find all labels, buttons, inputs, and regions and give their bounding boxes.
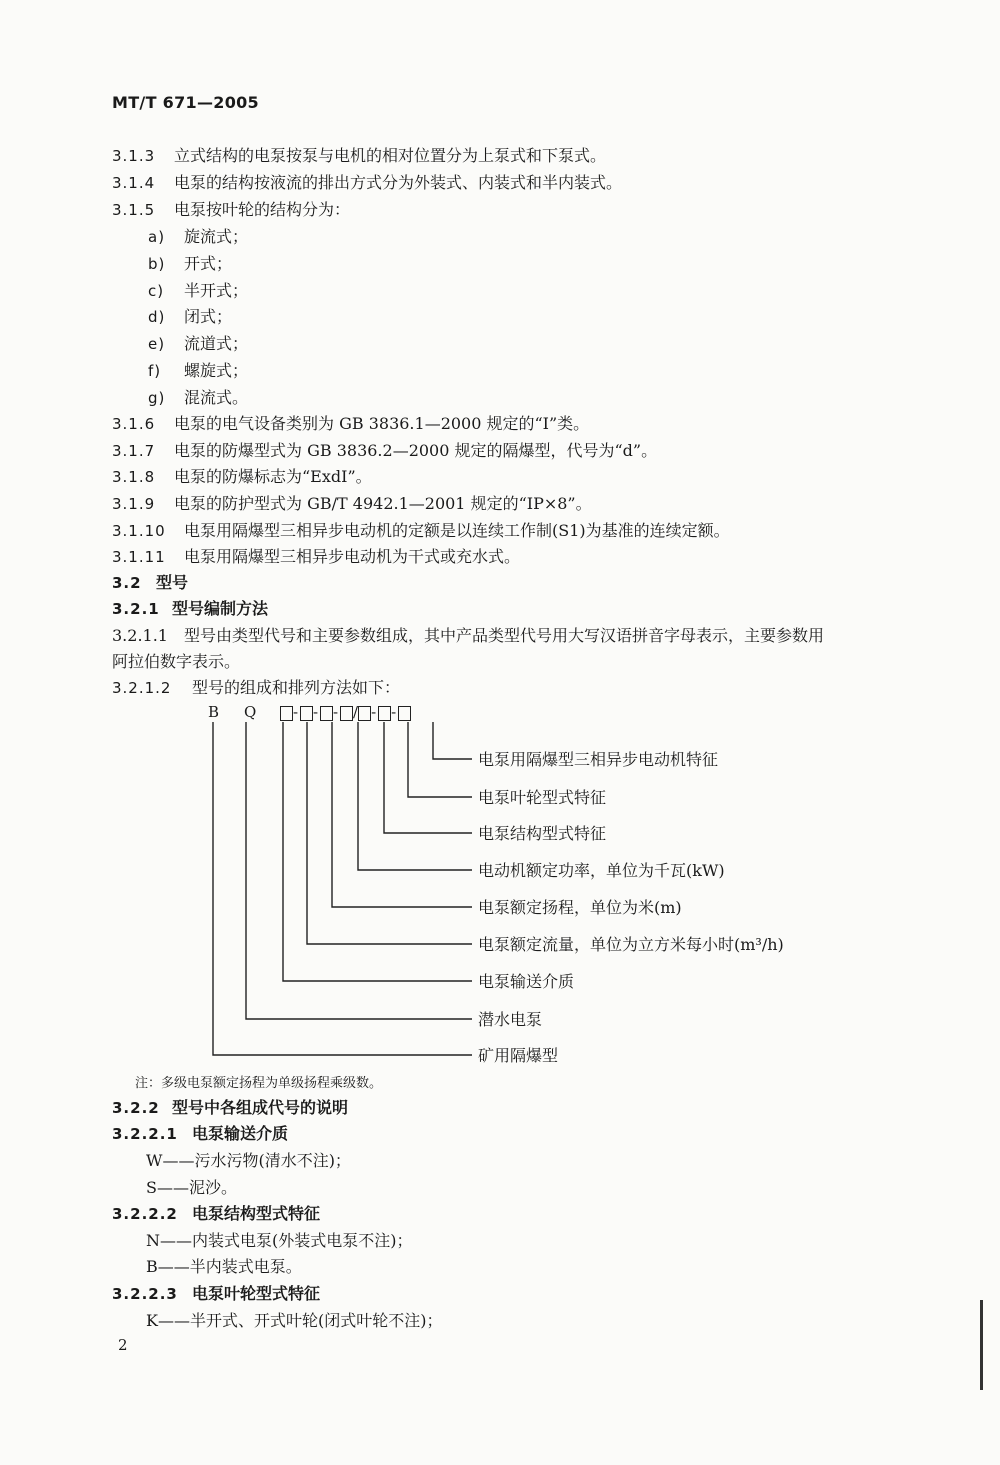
clause-3-2-1-1-line2: 阿拉伯数字表示。: [112, 652, 241, 671]
diagram-label-submersible: 潜水电泵: [478, 1010, 543, 1029]
list-item: g) 混流式。: [148, 388, 249, 407]
diagram-label-motor-feature: 电泵用隔爆型三相异步电动机特征: [478, 750, 719, 769]
scan-edge-mark: [980, 1300, 983, 1390]
diagram-note: 注：多级电泵额定扬程为单级扬程乘级数。: [135, 1076, 383, 1091]
diagram-label-pump-head: 电泵额定扬程，单位为米(m): [478, 898, 682, 917]
section-3-2-2-1-heading: 3.2.2.1 电泵输送介质: [112, 1124, 289, 1143]
list-item: f) 螺旋式；: [148, 361, 249, 380]
clause-3-1-10: 3.1.10 电泵用隔爆型三相异步电动机的定额是以连续工作制(S1)为基准的连续定额。: [112, 521, 730, 540]
list-item: N——内装式电泵(外装式电泵不注)；: [146, 1231, 413, 1250]
diagram-label-pump-flow: 电泵额定流量，单位为立方米每小时(m³/h): [478, 935, 784, 954]
section-3-2-2-2-heading: 3.2.2.2 电泵结构型式特征: [112, 1204, 321, 1223]
section-3-2-2-heading: 3.2.2 型号中各组成代号的说明: [112, 1098, 349, 1117]
clause-3-1-5: 3.1.5 电泵按叶轮的结构分为：: [112, 200, 351, 219]
diagram-label-impeller-type: 电泵叶轮型式特征: [478, 788, 607, 807]
code-letter-b: B: [208, 703, 220, 721]
section-3-2-2-3-heading: 3.2.2.3 电泵叶轮型式特征: [112, 1284, 321, 1303]
clause-3-1-6: 3.1.6 电泵的电气设备类别为 GB 3836.1—2000 规定的“I”类。: [112, 414, 590, 433]
list-item: K——半开式、开式叶轮(闭式叶轮不注)；: [146, 1311, 443, 1330]
code-slash: /: [353, 703, 359, 721]
diagram-label-motor-power: 电动机额定功率，单位为千瓦(kW): [478, 861, 725, 880]
model-code-pattern: B Q - - - / - -: [208, 703, 411, 721]
page-number: 2: [118, 1336, 128, 1354]
section-3-2-1-heading: 3.2.1 型号编制方法: [112, 599, 269, 618]
clause-3-1-8: 3.1.8 电泵的防爆标志为“ExdI”。: [112, 467, 372, 486]
clause-3-1-4: 3.1.4 电泵的结构按液流的排出方式分为外装式、内装式和半内装式。: [112, 173, 623, 192]
list-item: c) 半开式；: [148, 281, 249, 300]
clause-3-2-1-2: 3.2.1.2 型号的组成和排列方法如下：: [112, 678, 401, 697]
clause-3-1-3: 3.1.3 立式结构的电泵按泵与电机的相对位置分为上泵式和下泵式。: [112, 146, 607, 165]
diagram-label-medium: 电泵输送介质: [478, 972, 575, 991]
code-letter-q: Q: [244, 703, 257, 721]
section-3-2-heading: 3.2 型号: [112, 573, 189, 592]
list-item: B——半内装式电泵。: [146, 1257, 302, 1276]
diagram-label-mine-flameproof: 矿用隔爆型: [478, 1046, 559, 1065]
clause-3-1-9: 3.1.9 电泵的防护型式为 GB/T 4942.1—2001 规定的“IP×8”。: [112, 494, 592, 513]
clause-3-1-11: 3.1.11 电泵用隔爆型三相异步电动机为干式或充水式。: [112, 547, 521, 566]
diagram-label-structure-type: 电泵结构型式特征: [478, 824, 607, 843]
clause-3-1-7: 3.1.7 电泵的防爆型式为 GB 3836.2—2000 规定的隔爆型，代号为“d”。: [112, 441, 658, 460]
list-item: e) 流道式；: [148, 334, 249, 353]
list-item: S——泥沙。: [146, 1178, 237, 1197]
standard-header: MT/T 671—2005: [112, 93, 259, 112]
clause-3-2-1-1-line1: 3.2.1.1 型号由类型代号和主要参数组成，其中产品类型代号用大写汉语拼音字母表示，主要参数用: [112, 626, 824, 645]
list-item: a) 旋流式；: [148, 227, 249, 246]
list-item: b) 开式；: [148, 254, 233, 273]
list-item: d) 闭式；: [148, 307, 233, 326]
list-item: W——污水污物(清水不注)；: [146, 1151, 351, 1170]
